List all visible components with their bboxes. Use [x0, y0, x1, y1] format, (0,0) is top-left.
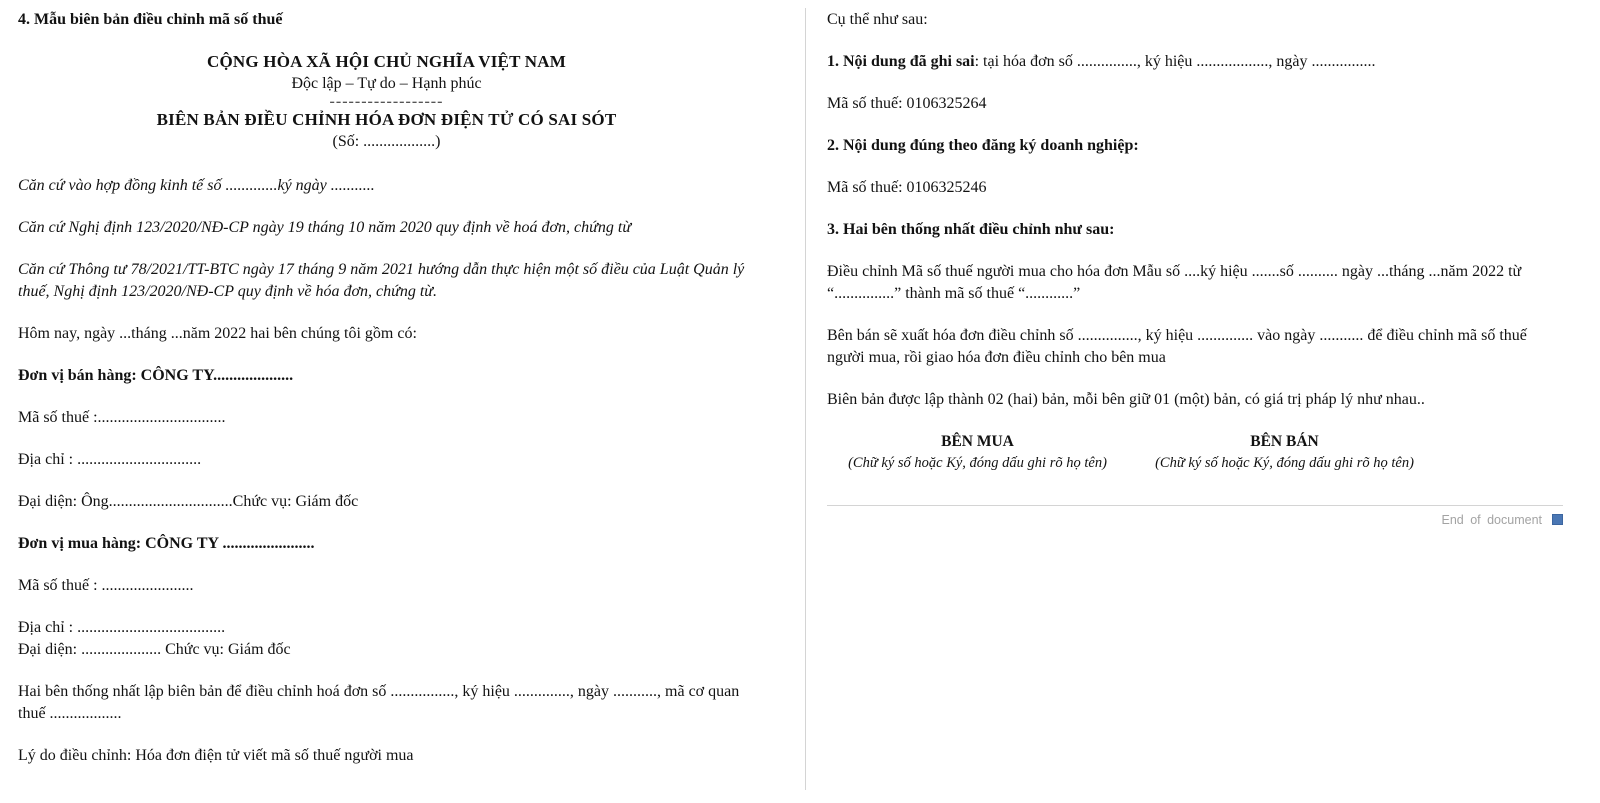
header-dash-divider: ------------------	[329, 93, 444, 110]
copies-paragraph: Biên bản được lập thành 02 (hai) bản, mỗi bên giữ 01 (một) bản, có giá trị pháp lý như nhau..	[827, 391, 1425, 408]
item2-tax-line: Mã số thuế: 0106325246	[827, 179, 987, 196]
opening-line: Hôm nay, ngày ...tháng ...năm 2022 hai bên chúng tôi gồm có:	[18, 325, 417, 342]
reason-line: Lý do điều chỉnh: Hóa đơn điện tử viết mã số thuế người mua	[18, 747, 414, 764]
buyer-representative-line: Đại diện: .................... Chức vụ: Giám đốc	[18, 641, 291, 658]
signature-note-buyer: (Chữ ký số hoặc Ký, đóng dấu ghi rõ họ tên)	[848, 455, 1107, 471]
agreement-paragraph: Hai bên thống nhất lập biên bản để điều chỉnh hoá đơn số ................, ký hiệu .............., ngày ..........., mã cơ quan thuế ..................	[18, 683, 740, 722]
end-of-document-rule	[827, 505, 1563, 506]
end-of-document-row	[827, 513, 1563, 528]
buyer-heading: Đơn vị mua hàng: CÔNG TY .......................	[18, 535, 315, 552]
issue-invoice-paragraph: Bên bán sẽ xuất hóa đơn điều chỉnh số ..............., ký hiệu .............. vào ngày ........... để điều chỉnh mã số thuế người mua, rồi giao hóa đơn điều chỉnh cho bên mua	[827, 327, 1527, 366]
end-of-document-square-icon	[1552, 514, 1563, 525]
national-motto: Độc lập – Tự do – Hạnh phúc	[291, 75, 482, 92]
signature-title-seller: BÊN BÁN	[1250, 433, 1319, 450]
seller-heading: Đơn vị bán hàng: CÔNG TY....................	[18, 367, 294, 384]
signature-row	[827, 431, 1548, 473]
item1-rest: : tại hóa đơn số ..............., ký hiệu .................., ngày ................	[974, 53, 1376, 70]
legal-basis-circular: Căn cứ Thông tư 78/2021/TT-BTC ngày 17 tháng 9 năm 2021 hướng dẫn thực hiện một số điều của Luật Quản lý thuế, Nghị định 123/2020/NĐ-CP quy định về hóa đơn, chứng từ.	[18, 261, 745, 300]
item3-heading: 3. Hai bên thống nhất điều chỉnh như sau:	[827, 221, 1115, 238]
seller-tax-line: Mã số thuế :................................	[18, 409, 226, 426]
document-number: (Số: ..................)	[332, 133, 441, 150]
signature-block-seller	[1152, 431, 1417, 473]
page-right[interactable]	[806, 0, 1600, 803]
seller-address-line: Địa chỉ : ...............................	[18, 451, 202, 468]
signature-note-seller: (Chữ ký số hoặc Ký, đóng dấu ghi rõ họ tên)	[1155, 455, 1414, 471]
signature-title-buyer: BÊN MUA	[941, 433, 1014, 450]
item1-label: 1. Nội dung đã ghi sai	[827, 53, 975, 70]
item2-heading: 2. Nội dung đúng theo đăng ký doanh nghiệp:	[827, 137, 1139, 154]
item1-paragraph	[827, 51, 1548, 73]
national-title: CỘNG HÒA XÃ HỘI CHỦ NGHĨA VIỆT NAM	[207, 52, 566, 71]
document-title: BIÊN BẢN ĐIỀU CHỈNH HÓA ĐƠN ĐIỆN TỬ CÓ SAI SÓT	[156, 110, 617, 129]
end-of-document-label: End of document	[1441, 513, 1542, 527]
detail-intro-line: Cụ thể như sau:	[827, 11, 928, 28]
seller-representative-line: Đại diện: Ông...............................Chức vụ: Giám đốc	[18, 493, 359, 510]
buyer-tax-line: Mã số thuế : .......................	[18, 577, 194, 594]
section-heading: 4. Mẫu biên bản điều chỉnh mã số thuế	[18, 11, 283, 28]
legal-basis-decree: Căn cứ Nghị định 123/2020/NĐ-CP ngày 19 tháng 10 năm 2020 quy định về hoá đơn, chứng từ	[18, 219, 632, 236]
item1-tax-line: Mã số thuế: 0106325264	[827, 95, 987, 112]
buyer-address-line: Địa chỉ : .....................................	[18, 619, 226, 636]
signature-block-buyer	[845, 431, 1110, 473]
document-header	[18, 51, 755, 153]
adjustment-paragraph: Điều chỉnh Mã số thuế người mua cho hóa đơn Mẫu số ....ký hiệu .......số .......... ngày ...tháng ...năm 2022 từ “...............” thành mã số thuế “............”	[827, 263, 1522, 302]
legal-basis-contract: Căn cứ vào hợp đồng kinh tế số .............ký ngày ...........	[18, 177, 375, 194]
